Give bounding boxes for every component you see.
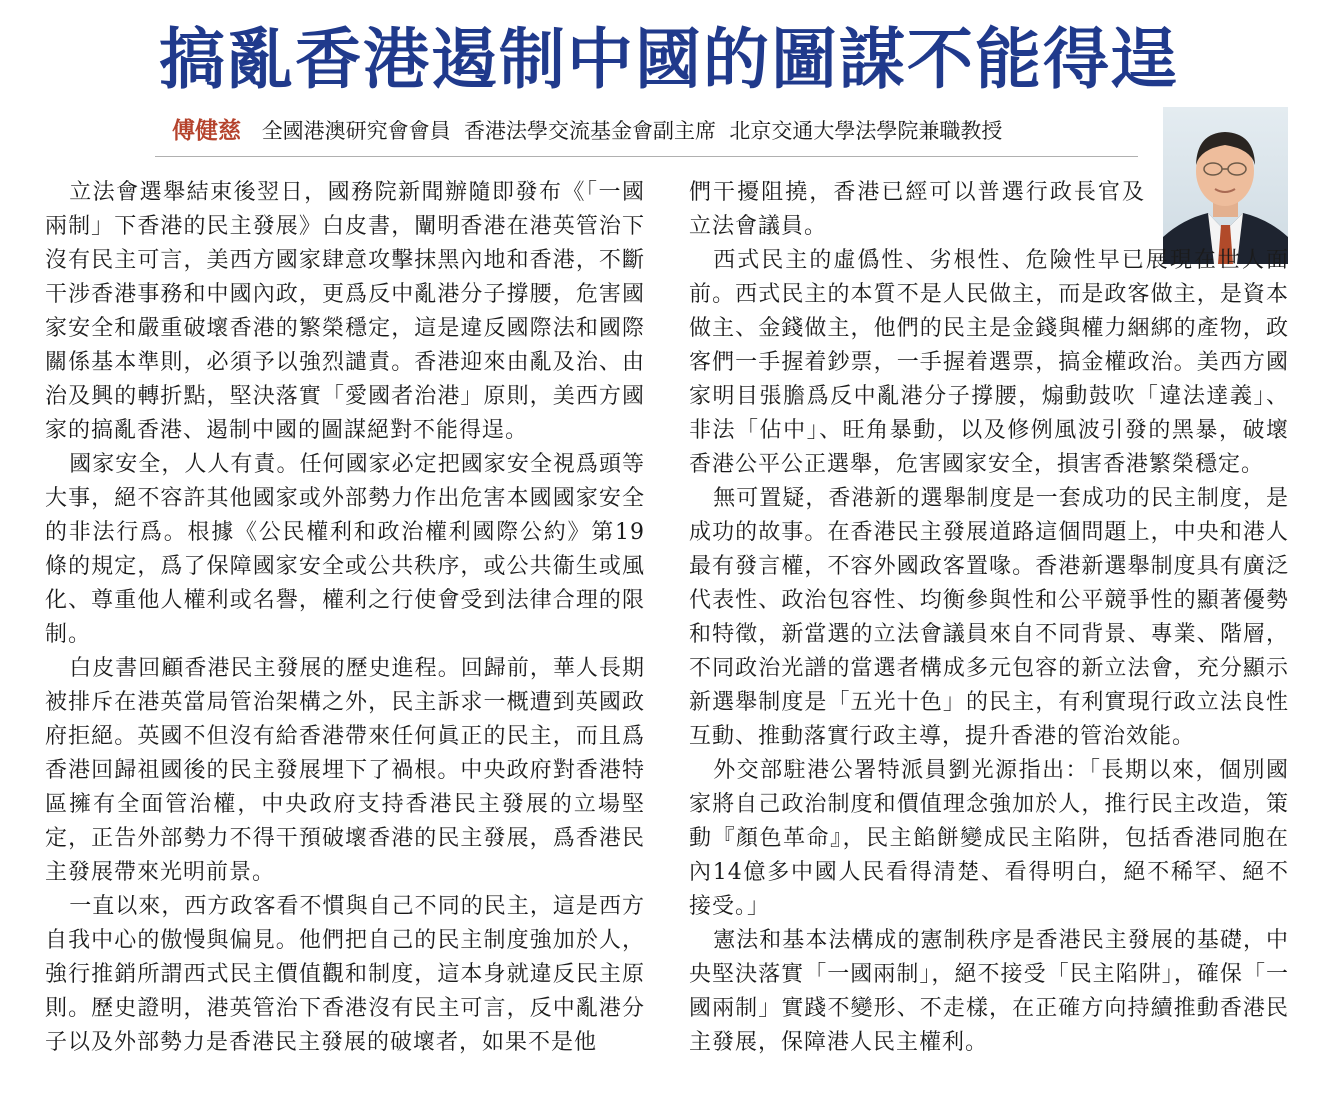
byline-divider: [155, 156, 1138, 157]
article-left-column: [45, 176, 645, 1060]
headline: 搞亂香港遏制中國的圖謀不能得逞: [159, 21, 1179, 98]
article-right-column-top: [689, 176, 1145, 244]
byline: [172, 116, 1002, 146]
author-titles: 全國港澳研究會會員 香港法學交流基金會副主席 北京交通大學法學院兼職教授: [261, 119, 1003, 143]
author-name: 傅健慈: [172, 118, 241, 144]
paragraph: 國家安全，人人有責。任何國家必定把國家安全視爲頭等大事，絕不容許其他國家或外部勢力作出危害本國國家安全的非法行爲。根據《公民權利和政治權利國際公約》第19條的規定，爲了保障國家安全或公共秩序，或公共衞生或風化、尊重他人權利或名譽，權利之行使會受到法律合理的限制。: [45, 452, 645, 647]
paragraph: 憲法和基本法構成的憲制秩序是香港民主發展的基礎，中央堅決落實「一國兩制」，絕不接受「民主陷阱」，確保「一國兩制」實踐不變形、不走樣，在正確方向持續推動香港民主發展，保障港人民主權利。: [689, 928, 1289, 1055]
paragraph: 立法會選舉結束後翌日，國務院新聞辦隨即發布《「一國兩制」下香港的民主發展》白皮書，闡明香港在港英管治下沒有民主可言，美西方國家肆意攻擊抹黑內地和香港，不斷干涉香港事務和中國內政，更爲反中亂港分子撐腰，危害國家安全和嚴重破壞香港的繁榮穩定，這是違反國際法和國際關係基本準則，必須予以強烈譴責。香港迎來由亂及治、由治及興的轉折點，堅決落實「愛國者治港」原則，美西方國家的搞亂香港、遏制中國的圖謀絕對不能得逞。: [45, 180, 645, 443]
author-photo: [1163, 107, 1288, 264]
paragraph: 一直以來，西方政客看不慣與自己不同的民主，這是西方自我中心的傲慢與偏見。他們把自己的民主制度強加於人，強行推銷所謂西式民主價值觀和制度，這本身就違反民主原則。歷史證明，港英管治下香港沒有民主可言，反中亂港分子以及外部勢力是香港民主發展的破壞者，如果不是他: [45, 894, 645, 1055]
paragraph-continuation: 們干擾阻撓，香港已經可以普選行政長官及立法會議員。: [689, 180, 1145, 239]
paragraph: 西式民主的虛僞性、劣根性、危險性早已展現在世人面前。西式民主的本質不是人民做主，而是政客做主，是資本做主、金錢做主，他們的民主是金錢與權力綑綁的產物，政客們一手握着鈔票，一手握着選票，搞金權政治。美西方國家明目張膽爲反中亂港分子撐腰，煽動鼓吹「違法達義」、非法「佔中」、旺角暴動，以及修例風波引發的黑暴，破壞香港公平公正選舉，危害國家安全，損害香港繁榮穩定。: [689, 248, 1289, 477]
paragraph: 白皮書回顧香港民主發展的歷史進程。回歸前，華人長期被排斥在港英當局管治架構之外，民主訴求一概遭到英國政府拒絕。英國不但沒有給香港帶來任何眞正的民主，而且爲香港回歸祖國後的民主發展埋下了禍根。中央政府對香港特區擁有全面管治權，中央政府支持香港民主發展的立場堅定，正告外部勢力不得干預破壞香港的民主發展，爲香港民主發展帶來光明前景。: [45, 656, 645, 885]
paragraph: 外交部駐港公署特派員劉光源指出：「長期以來，個別國家將自己政治制度和價值理念強加於人，推行民主改造，策動『顏色革命』，民主餡餅變成民主陷阱，包括香港同胞在內14億多中國人民看得清楚、看得明白，絕不稀罕、絕不接受。」: [689, 758, 1289, 919]
article-right-column: [689, 244, 1289, 1060]
paragraph: 無可置疑，香港新的選舉制度是一套成功的民主制度，是成功的故事。在香港民主發展道路這個問題上，中央和港人最有發言權，不容外國政客置喙。香港新選舉制度具有廣泛代表性、政治包容性、均衡參與性和公平競爭性的顯著優勢和特徵，新當選的立法會議員來自不同背景、專業、階層，不同政治光譜的當選者構成多元包容的新立法會，充分顯示新選舉制度是「五光十色」的民主，有利實現行政立法良性互動、推動落實行政主導，提升香港的管治效能。: [689, 486, 1289, 749]
